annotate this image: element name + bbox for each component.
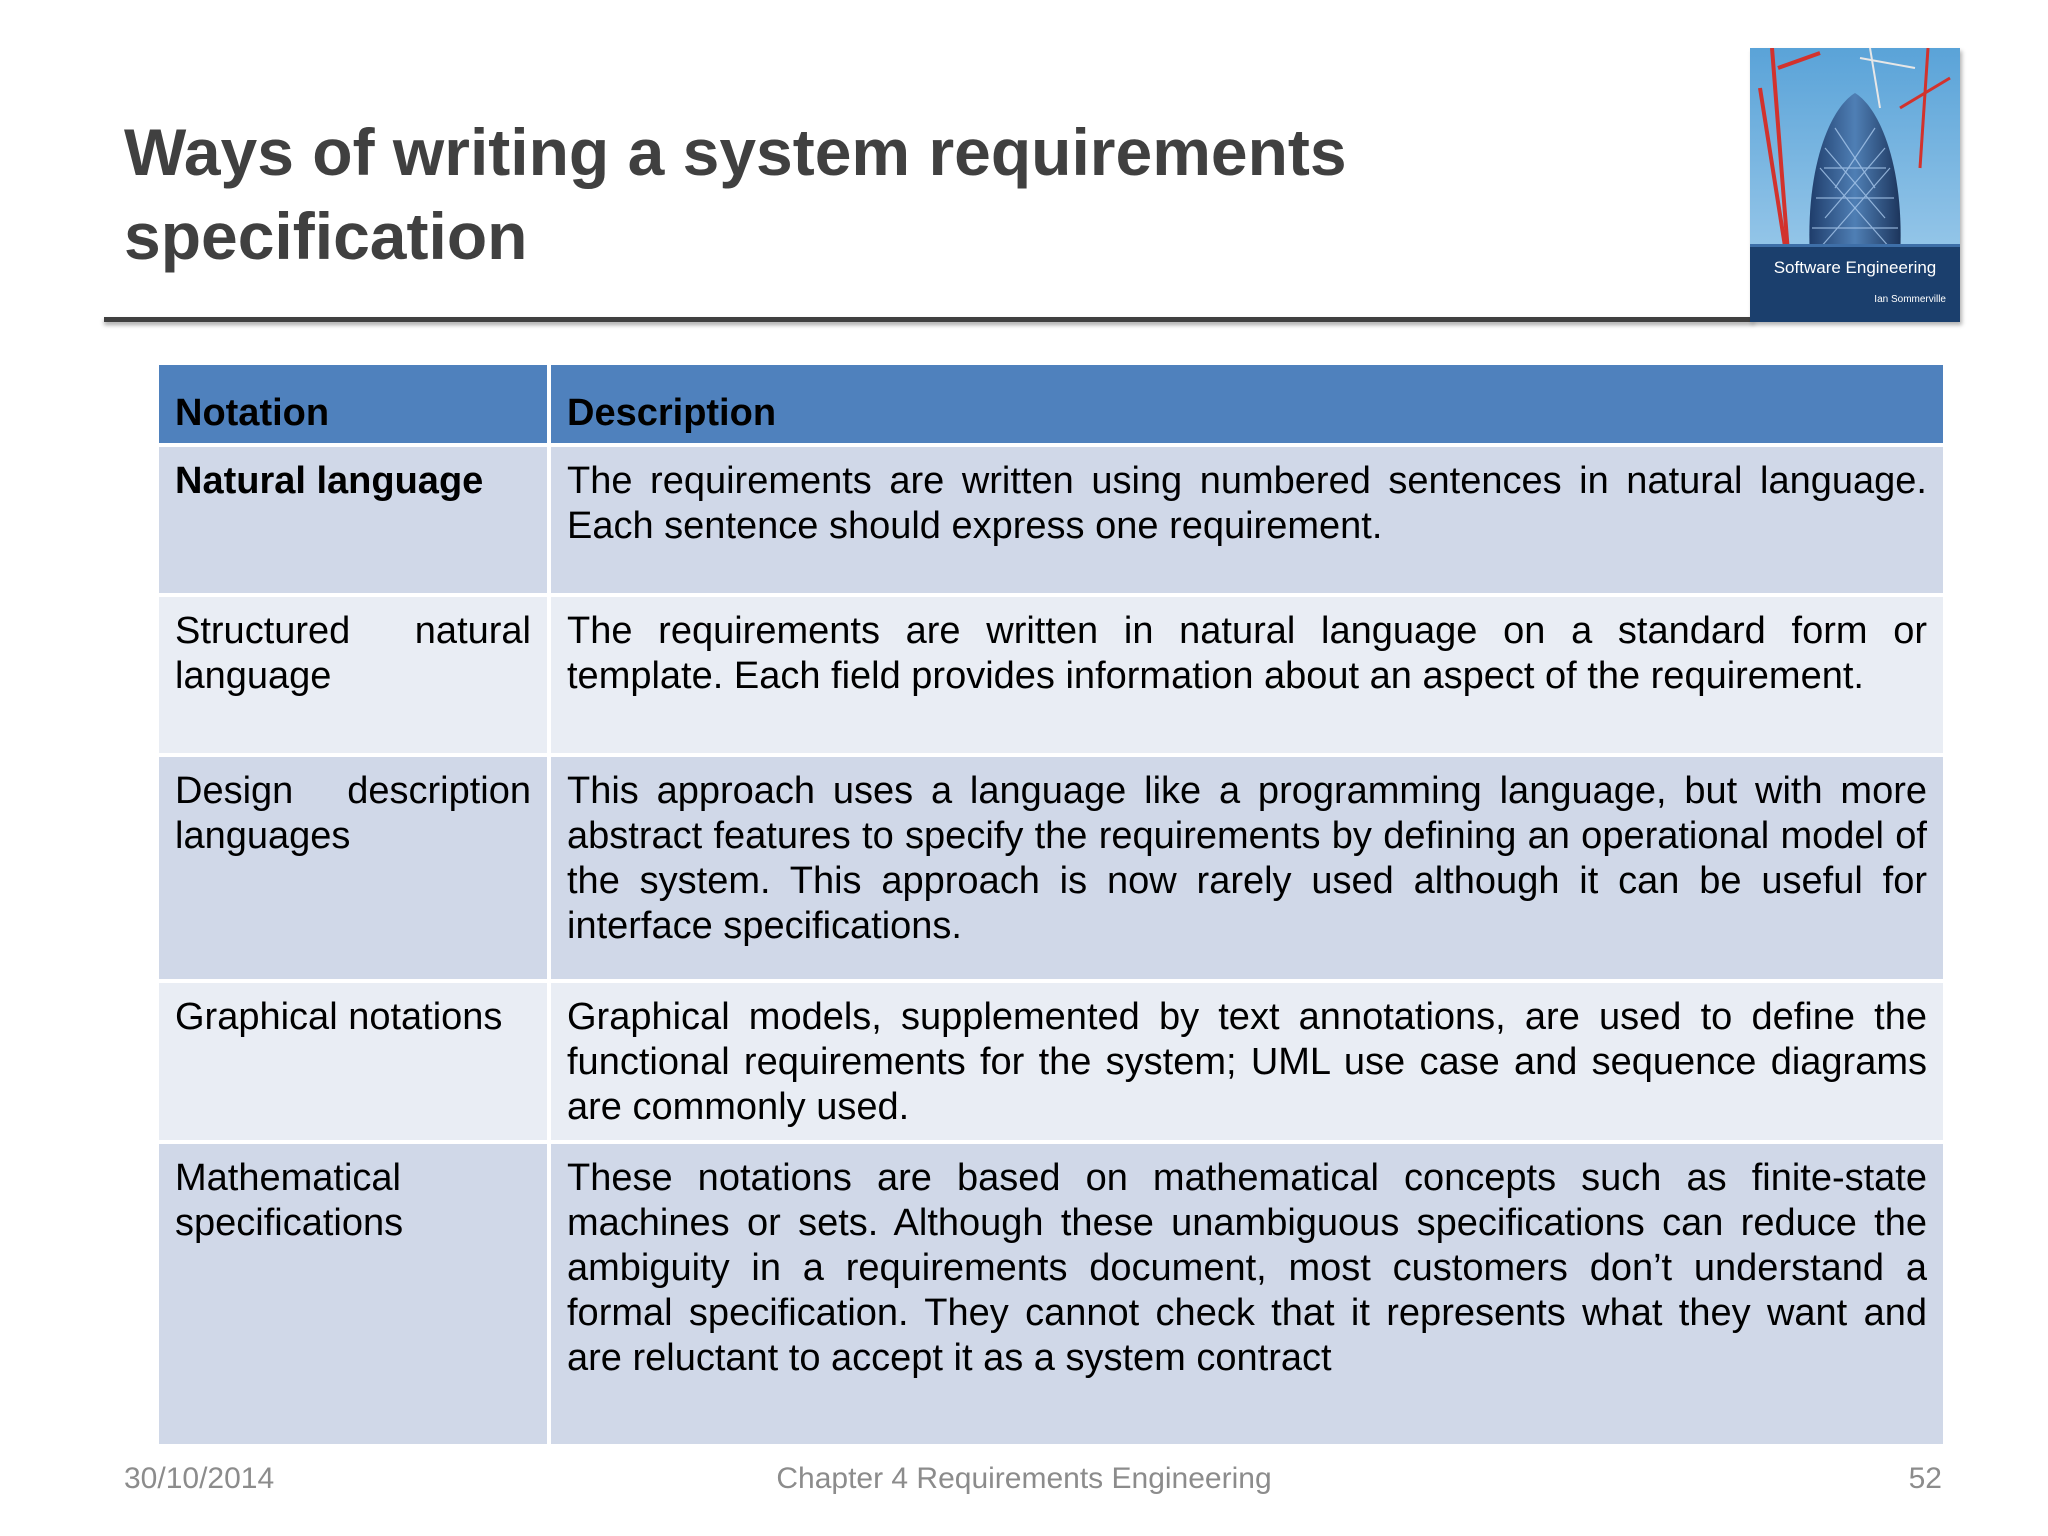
table-row: [157, 981, 1945, 1142]
book-cover-illustration: [1750, 48, 1960, 322]
slide-title: Ways of writing a system requirements specification: [124, 115, 1347, 273]
footer-date: 30/10/2014: [124, 1462, 275, 1495]
book-cover-author: Ian Sommerville: [1874, 294, 1946, 305]
description-cell: Graphical models, supplemented by text annotations, are used to define the functional requirements for the system; UML use case and sequence diagrams are commonly used.: [549, 981, 1945, 1142]
table-row: [157, 445, 1945, 595]
description-cell: The requirements are written in natural language on a standard form or template. Each field provides information about an aspect of the requirement.: [549, 595, 1945, 755]
title-underline: [104, 317, 1754, 322]
notation-cell: Graphical notations: [157, 981, 549, 1142]
table-row: [157, 755, 1945, 981]
notation-cell: Mathematical specifications: [157, 1142, 549, 1446]
book-cover-image: [1750, 48, 1960, 322]
notation-table: [155, 361, 1947, 1448]
footer-chapter: Chapter 4 Requirements Engineering: [776, 1462, 1272, 1495]
table-row: [157, 1142, 1945, 1446]
description-cell: This approach uses a language like a programming language, but with more abstract features to specify the requirements by defining an operational model of the system. This approach is now rarely used although it can be useful for interface specifications.: [549, 755, 1945, 981]
notation-cell: Structured natural language: [157, 595, 549, 755]
description-cell: These notations are based on mathematical concepts such as finite-state machines or sets. Although these unambiguous specifications can reduce the ambiguity in a requirements document, most customers don’t understand a formal specification. They cannot check that it represents what they want and are reluctant to accept it as a system contract: [549, 1142, 1945, 1446]
notation-cell: Design description languages: [157, 755, 549, 981]
header-description: Description: [549, 363, 1945, 445]
description-cell: The requirements are written using numbered sentences in natural language. Each sentence should express one requirement.: [549, 445, 1945, 595]
notation-cell: Natural language: [157, 445, 549, 595]
table-row: [157, 595, 1945, 755]
table-header-row: [157, 363, 1945, 445]
page-number: 52: [1908, 1462, 1942, 1495]
header-notation: Notation: [157, 363, 549, 445]
book-cover-title: Software Engineering: [1773, 258, 1937, 277]
